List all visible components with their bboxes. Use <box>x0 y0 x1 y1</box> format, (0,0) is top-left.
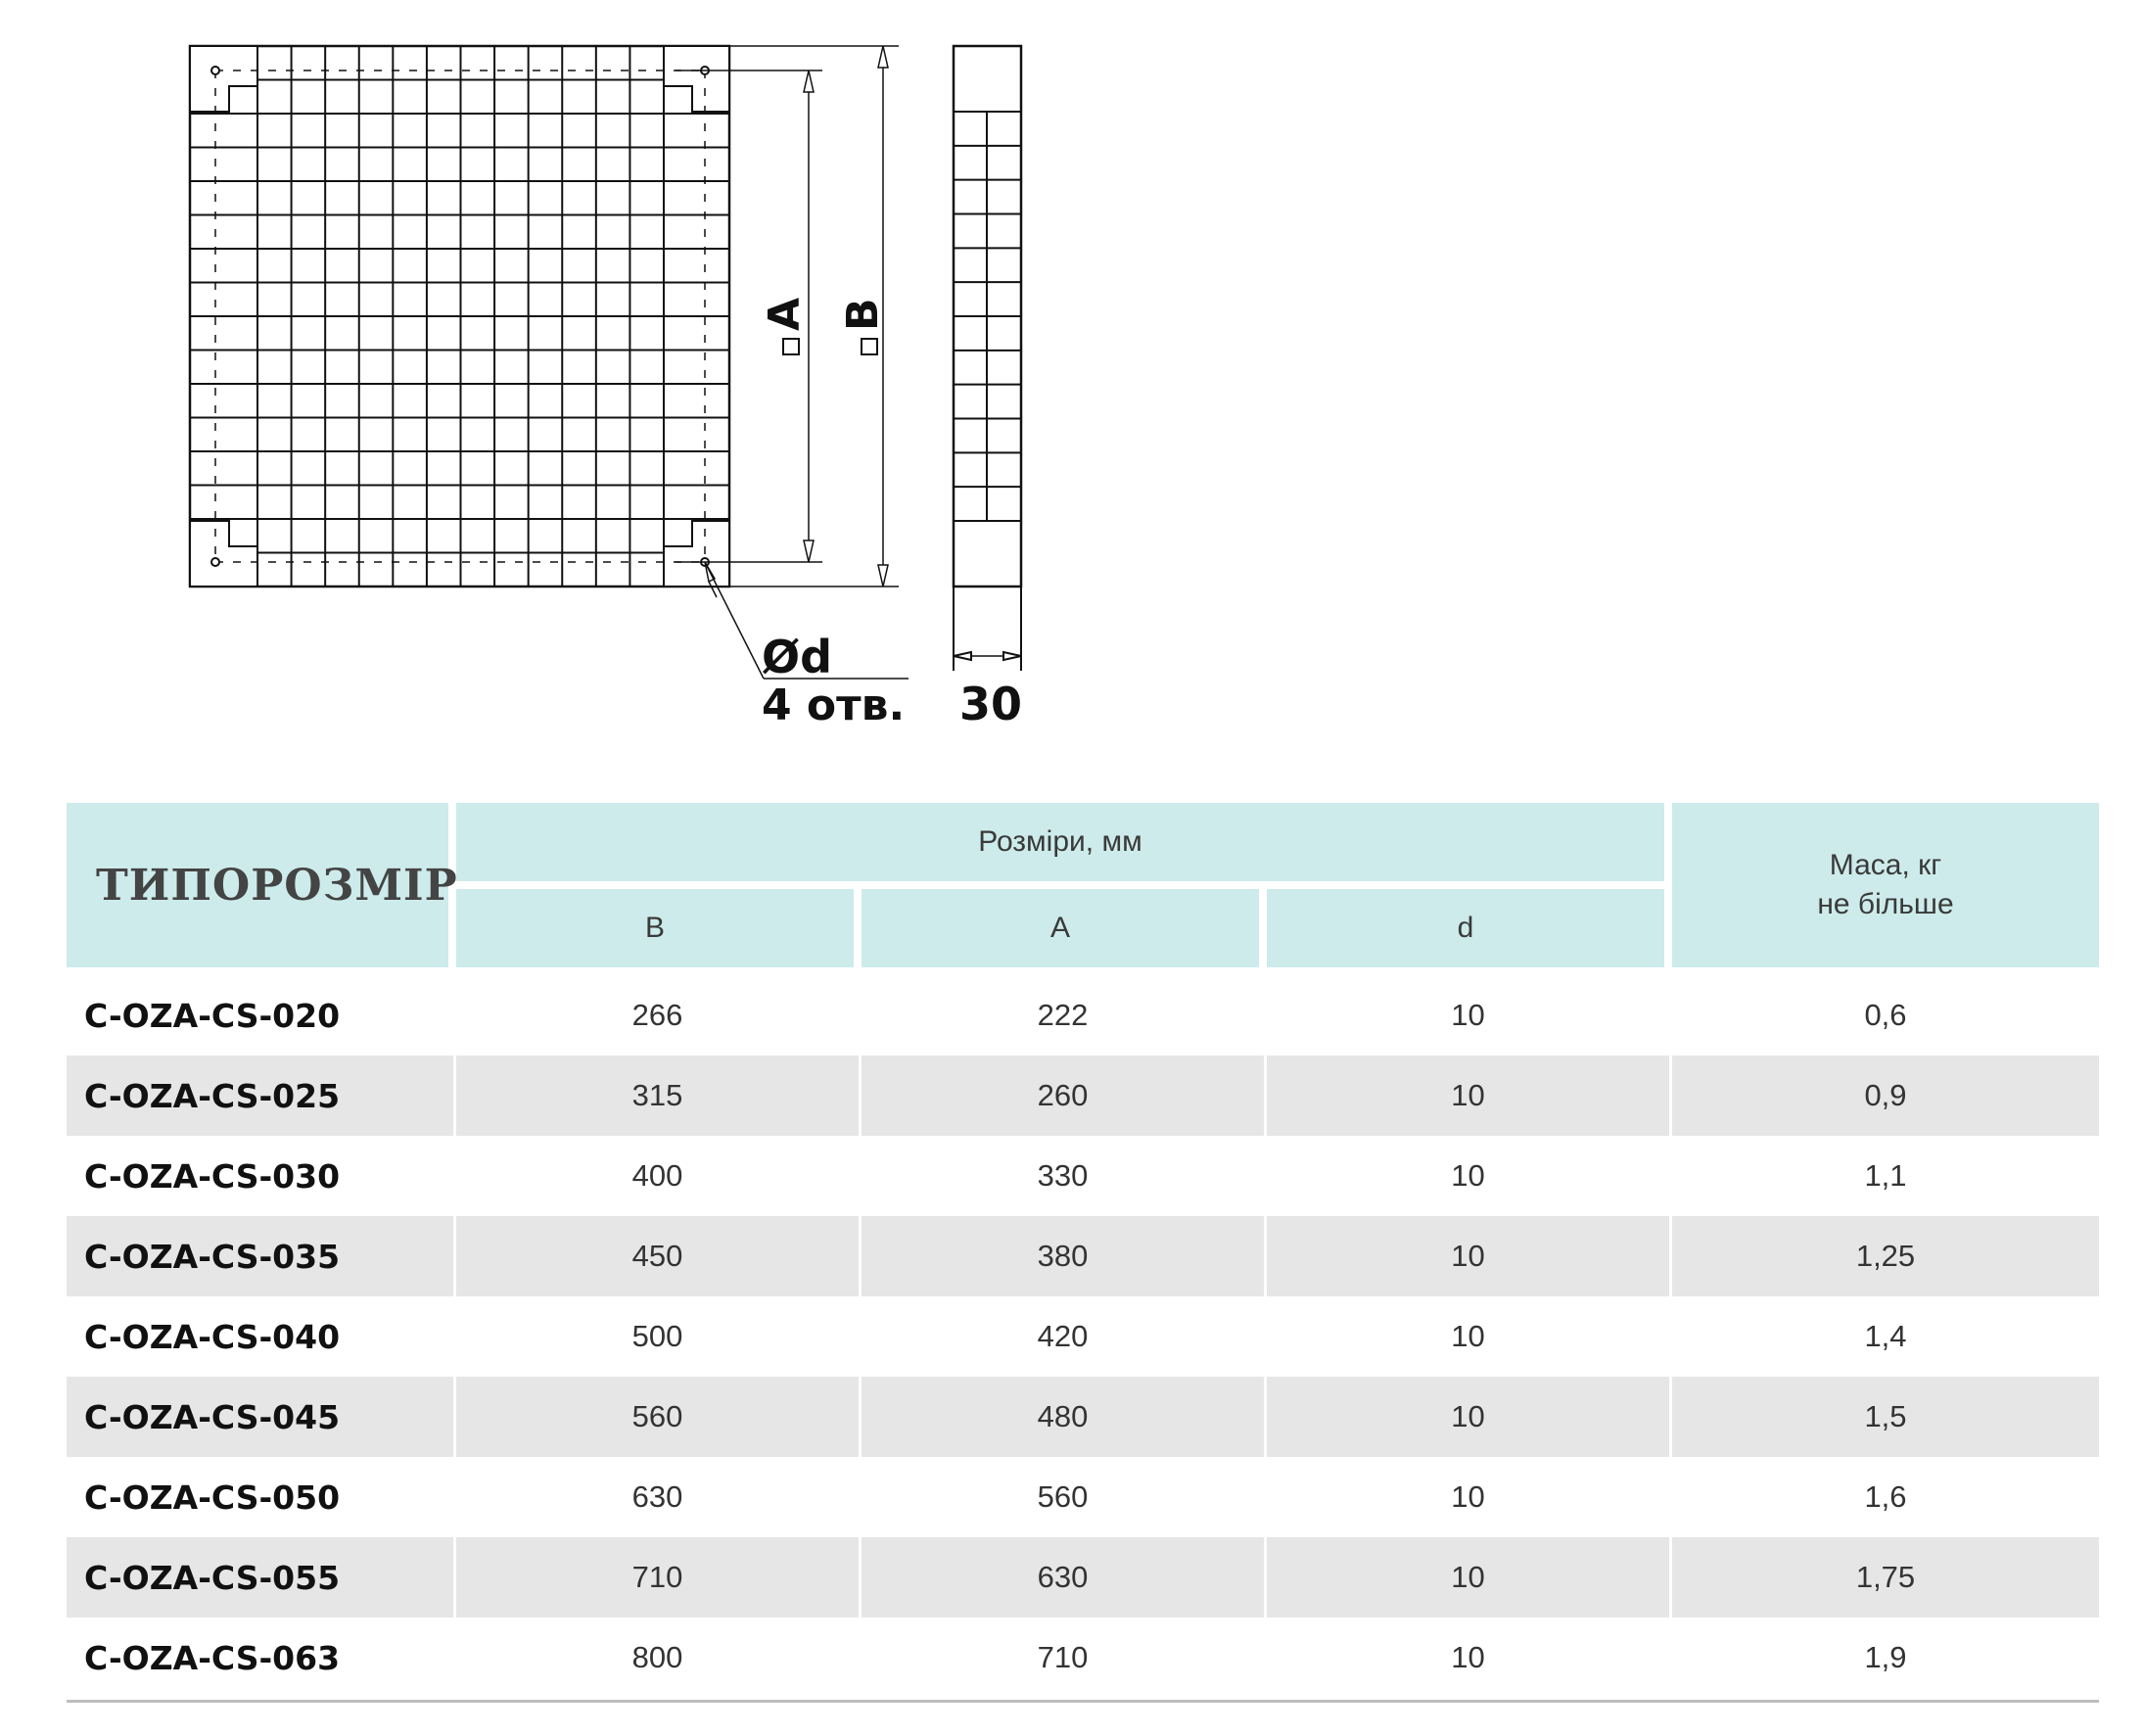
mass-cell: 1,4 <box>1672 1296 2099 1377</box>
a-cell: 330 <box>862 1136 1267 1216</box>
d-cell: 10 <box>1267 1056 1672 1136</box>
table-row <box>67 1537 2099 1618</box>
mesh-grid <box>190 46 729 586</box>
b-cell: 450 <box>456 1216 862 1296</box>
mass-cell: 1,9 <box>1672 1618 2099 1698</box>
svg-text:B: B <box>838 298 888 331</box>
col-b-header: B <box>456 889 862 975</box>
mass-header-line1: Маса, кг <box>1829 849 1942 881</box>
b-cell: 500 <box>456 1296 862 1377</box>
svg-text:A: A <box>760 297 810 331</box>
mass-cell: 1,75 <box>1672 1537 2099 1618</box>
b-cell: 800 <box>456 1618 862 1698</box>
b-cell: 315 <box>456 1056 862 1136</box>
table-bottom-rule <box>67 1700 2099 1703</box>
dimension-a-label <box>760 298 810 354</box>
side-view <box>954 46 1021 671</box>
mass-cell: 1,6 <box>1672 1457 2099 1537</box>
dimension-lines <box>676 46 908 679</box>
mass-cell: 1,25 <box>1672 1216 2099 1296</box>
table-row <box>67 1296 2099 1377</box>
table-row <box>67 1216 2099 1296</box>
d-cell: 10 <box>1267 1377 1672 1457</box>
b-cell: 400 <box>456 1136 862 1216</box>
table-row <box>67 1457 2099 1537</box>
d-cell: 10 <box>1267 1537 1672 1618</box>
b-cell: 266 <box>456 975 862 1056</box>
front-view <box>190 46 729 586</box>
model-cell: C-OZA-CS-030 <box>67 1136 456 1216</box>
a-cell: 260 <box>862 1056 1267 1136</box>
model-cell: C-OZA-CS-055 <box>67 1537 456 1618</box>
a-cell: 480 <box>862 1377 1267 1457</box>
holes-count-label: 4 отв. <box>762 680 906 730</box>
d-cell: 10 <box>1267 1136 1672 1216</box>
grille-technical-drawing <box>0 0 1077 754</box>
depth-label: 30 <box>959 678 1023 730</box>
d-cell: 10 <box>1267 1216 1672 1296</box>
mass-cell: 1,1 <box>1672 1136 2099 1216</box>
a-cell: 630 <box>862 1537 1267 1618</box>
mass-cell: 0,6 <box>1672 975 2099 1056</box>
a-cell: 560 <box>862 1457 1267 1537</box>
hole-diameter-label: Ød <box>762 631 833 683</box>
mass-header <box>1672 803 2099 975</box>
a-cell: 710 <box>862 1618 1267 1698</box>
model-cell: C-OZA-CS-040 <box>67 1296 456 1377</box>
mass-cell: 0,9 <box>1672 1056 2099 1136</box>
model-cell: C-OZA-CS-045 <box>67 1377 456 1457</box>
a-cell: 420 <box>862 1296 1267 1377</box>
model-cell: C-OZA-CS-050 <box>67 1457 456 1537</box>
model-cell: C-OZA-CS-025 <box>67 1056 456 1136</box>
model-cell: C-OZA-CS-020 <box>67 975 456 1056</box>
col-a-header: A <box>862 889 1267 975</box>
dimension-b-label <box>838 298 888 354</box>
model-cell: C-OZA-CS-035 <box>67 1216 456 1296</box>
table-row <box>67 1056 2099 1136</box>
d-cell: 10 <box>1267 1296 1672 1377</box>
d-cell: 10 <box>1267 975 1672 1056</box>
d-cell: 10 <box>1267 1457 1672 1537</box>
sizes-header: Розміри, мм <box>456 803 1672 889</box>
mass-header-line2: не більше <box>1817 888 1954 920</box>
table-row <box>67 1136 2099 1216</box>
col-d-header: d <box>1267 889 1672 975</box>
b-cell: 630 <box>456 1457 862 1537</box>
specification-table <box>67 803 2099 1698</box>
b-cell: 560 <box>456 1377 862 1457</box>
type-header: ТИПОРОЗМІР <box>67 803 456 975</box>
b-cell: 710 <box>456 1537 862 1618</box>
table-row <box>67 1377 2099 1457</box>
table-row <box>67 1618 2099 1698</box>
a-cell: 222 <box>862 975 1267 1056</box>
a-cell: 380 <box>862 1216 1267 1296</box>
d-cell: 10 <box>1267 1618 1672 1698</box>
table-row <box>67 975 2099 1056</box>
mass-cell: 1,5 <box>1672 1377 2099 1457</box>
model-cell: C-OZA-CS-063 <box>67 1618 456 1698</box>
